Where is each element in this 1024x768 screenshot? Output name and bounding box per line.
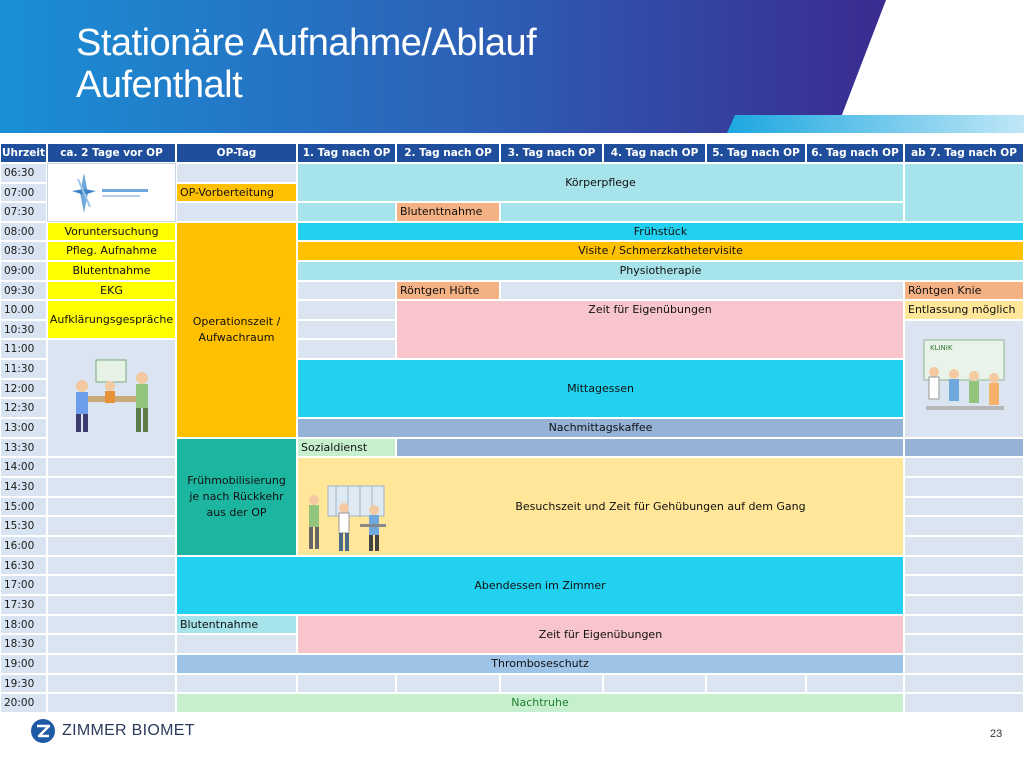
entry-physiotherapie: Physiotherapie: [297, 261, 1024, 281]
empty-cell: [176, 634, 297, 654]
time-cell: 13:30: [0, 438, 47, 457]
empty-cell: [806, 674, 904, 693]
clinic-cell: [904, 320, 1024, 438]
entry-eigenuebungen-morning: Zeit für Eigenübungen: [396, 300, 904, 359]
empty-cell: [297, 281, 396, 300]
time-cell: 19:00: [0, 654, 47, 674]
entry-besuchszeit: Besuchszeit und Zeit für Gehübungen auf dem Gang: [297, 457, 904, 556]
entry-nachmittagskaffee: Nachmittagskaffee: [297, 418, 904, 438]
time-cell: 18:00: [0, 615, 47, 634]
time-cell: 10:30: [0, 320, 47, 339]
time-cell: 07:00: [0, 183, 47, 202]
entry-koerperpflege-cont: [297, 202, 396, 222]
empty-cell: [904, 477, 1024, 497]
empty-cell: [904, 516, 1024, 536]
entry-entlassung: Entlassung möglich: [904, 300, 1024, 320]
empty-cell: [500, 674, 603, 693]
col-header-pre-op: ca. 2 Tage vor OP: [47, 143, 176, 163]
brand-name: ZIMMER BIOMET: [62, 722, 195, 739]
empty-cell: [706, 674, 806, 693]
empty-cell: [904, 693, 1024, 713]
entry-nachtruhe: Nachtruhe: [176, 693, 904, 713]
entry-blutentnahme-tag2: Blutenttnahme: [396, 202, 500, 222]
empty-cell: [47, 457, 176, 477]
time-cell: 19:30: [0, 674, 47, 693]
entry-voruntersuchung: Voruntersuchung: [47, 222, 176, 241]
consultation-cell: [47, 339, 176, 457]
empty-cell: [47, 615, 176, 634]
entry-abendessen: Abendessen im Zimmer: [176, 556, 904, 615]
empty-cell: [47, 634, 176, 654]
empty-cell: [47, 575, 176, 595]
page-number: 23: [990, 728, 1003, 740]
time-cell: 09:00: [0, 261, 47, 281]
empty-cell: [297, 320, 396, 339]
empty-cell: [47, 536, 176, 556]
entry-mittagessen: Mittagessen: [297, 359, 904, 418]
entry-sozialdienst: Sozialdienst: [297, 438, 396, 457]
empty-cell: [47, 654, 176, 674]
time-cell: 07:30: [0, 202, 47, 222]
time-cell: 20:00: [0, 693, 47, 713]
empty-cell: [297, 339, 396, 359]
empty-cell: [904, 556, 1024, 575]
entry-op-vorbereitung: OP-Vorberteitung: [176, 183, 297, 202]
empty-cell: [47, 516, 176, 536]
entry-roentgen-huefte: Röntgen Hüfte: [396, 281, 500, 300]
entry-nachmittagskaffee-cont: [904, 438, 1024, 457]
entry-thrombose: Thromboseschutz: [176, 654, 904, 674]
time-cell: 13:00: [0, 418, 47, 438]
zimmer-biomet-logo-icon: [30, 718, 56, 744]
time-cell: 15:30: [0, 516, 47, 536]
title-line-1: Stationäre Aufnahme/Ablauf: [76, 22, 537, 64]
col-header-day3: 3. Tag nach OP: [500, 143, 603, 163]
col-header-day7plus: ab 7. Tag nach OP: [904, 143, 1024, 163]
entry-blutentnahme-pre: Blutentnahme: [47, 261, 176, 281]
time-cell: 12:00: [0, 379, 47, 398]
time-cell: 16:30: [0, 556, 47, 575]
hospital-logo-icon: [70, 167, 154, 219]
col-header-op-day: OP-Tag: [176, 143, 297, 163]
time-cell: 18:30: [0, 634, 47, 654]
consultation-illustration: [66, 356, 158, 440]
entry-koerperpflege: Körperpflege: [297, 163, 904, 202]
time-cell: 17:00: [0, 575, 47, 595]
time-cell: 11:00: [0, 339, 47, 359]
empty-cell: [904, 536, 1024, 556]
col-header-day4: 4. Tag nach OP: [603, 143, 706, 163]
empty-cell: [176, 674, 297, 693]
entry-ekg: EKG: [47, 281, 176, 300]
time-cell: 17:30: [0, 595, 47, 615]
empty-cell: [47, 477, 176, 497]
svg-text:KLINIK: KLINIK: [930, 344, 953, 352]
time-cell: 06:30: [0, 163, 47, 183]
time-cell: 09:30: [0, 281, 47, 300]
time-cell: 08:00: [0, 222, 47, 241]
entry-roentgen-knie: Röntgen Knie: [904, 281, 1024, 300]
time-cell: 15:00: [0, 497, 47, 516]
entry-koerperpflege-day7: [904, 163, 1024, 222]
empty-cell: [904, 595, 1024, 615]
empty-cell: [904, 634, 1024, 654]
col-header-day2: 2. Tag nach OP: [396, 143, 500, 163]
time-cell: 08:30: [0, 241, 47, 261]
time-cell: 16:00: [0, 536, 47, 556]
empty-cell: [176, 202, 297, 222]
walking-exercise-cell: [300, 484, 396, 554]
empty-cell: [904, 654, 1024, 674]
time-cell: 14:30: [0, 477, 47, 497]
empty-cell: [904, 615, 1024, 634]
entry-eigenuebungen-evening: Zeit für Eigenübungen: [297, 615, 904, 654]
title-line-2: Aufenthalt: [76, 64, 243, 106]
entry-nachmittagskaffee-cont: [396, 438, 904, 457]
clinic-illustration: [916, 336, 1012, 422]
empty-cell: [396, 674, 500, 693]
empty-cell: [904, 457, 1024, 477]
col-header-day6: 6. Tag nach OP: [806, 143, 904, 163]
entry-blutentnahme-evening: Blutentnahme: [176, 615, 297, 634]
empty-cell: [603, 674, 706, 693]
empty-cell: [47, 693, 176, 713]
empty-cell: [904, 575, 1024, 595]
empty-cell: [904, 674, 1024, 693]
entry-visite: Visite / Schmerzkathetervisite: [297, 241, 1024, 261]
entry-operationszeit: Operationszeit / Aufwachraum: [176, 222, 297, 438]
empty-cell: [47, 497, 176, 516]
entry-aufklaerung: Aufklärungsgespräche: [47, 300, 176, 339]
entry-fruehstueck: Frühstück: [297, 222, 1024, 241]
walking-exercise-illustration: [300, 484, 396, 554]
empty-cell: [904, 497, 1024, 516]
empty-cell: [176, 163, 297, 183]
time-cell: 12:30: [0, 398, 47, 418]
time-cell: 14:00: [0, 457, 47, 477]
col-header-time: Uhrzeit: [0, 143, 47, 163]
time-cell: 10.00: [0, 300, 47, 320]
col-header-day5: 5. Tag nach OP: [706, 143, 806, 163]
empty-cell: [47, 556, 176, 575]
empty-cell: [500, 281, 904, 300]
empty-cell: [47, 595, 176, 615]
hospital-logo-cell: [47, 163, 176, 222]
empty-cell: [47, 674, 176, 693]
entry-fruehmobilisierung: Frühmobilisierung je nach Rückkehr aus der OP: [176, 438, 297, 556]
time-cell: 11:30: [0, 359, 47, 379]
entry-pfleg-aufnahme: Pfleg. Aufnahme: [47, 241, 176, 261]
empty-cell: [297, 674, 396, 693]
entry-koerperpflege-cont: [500, 202, 904, 222]
empty-cell: [297, 300, 396, 320]
col-header-day1: 1. Tag nach OP: [297, 143, 396, 163]
